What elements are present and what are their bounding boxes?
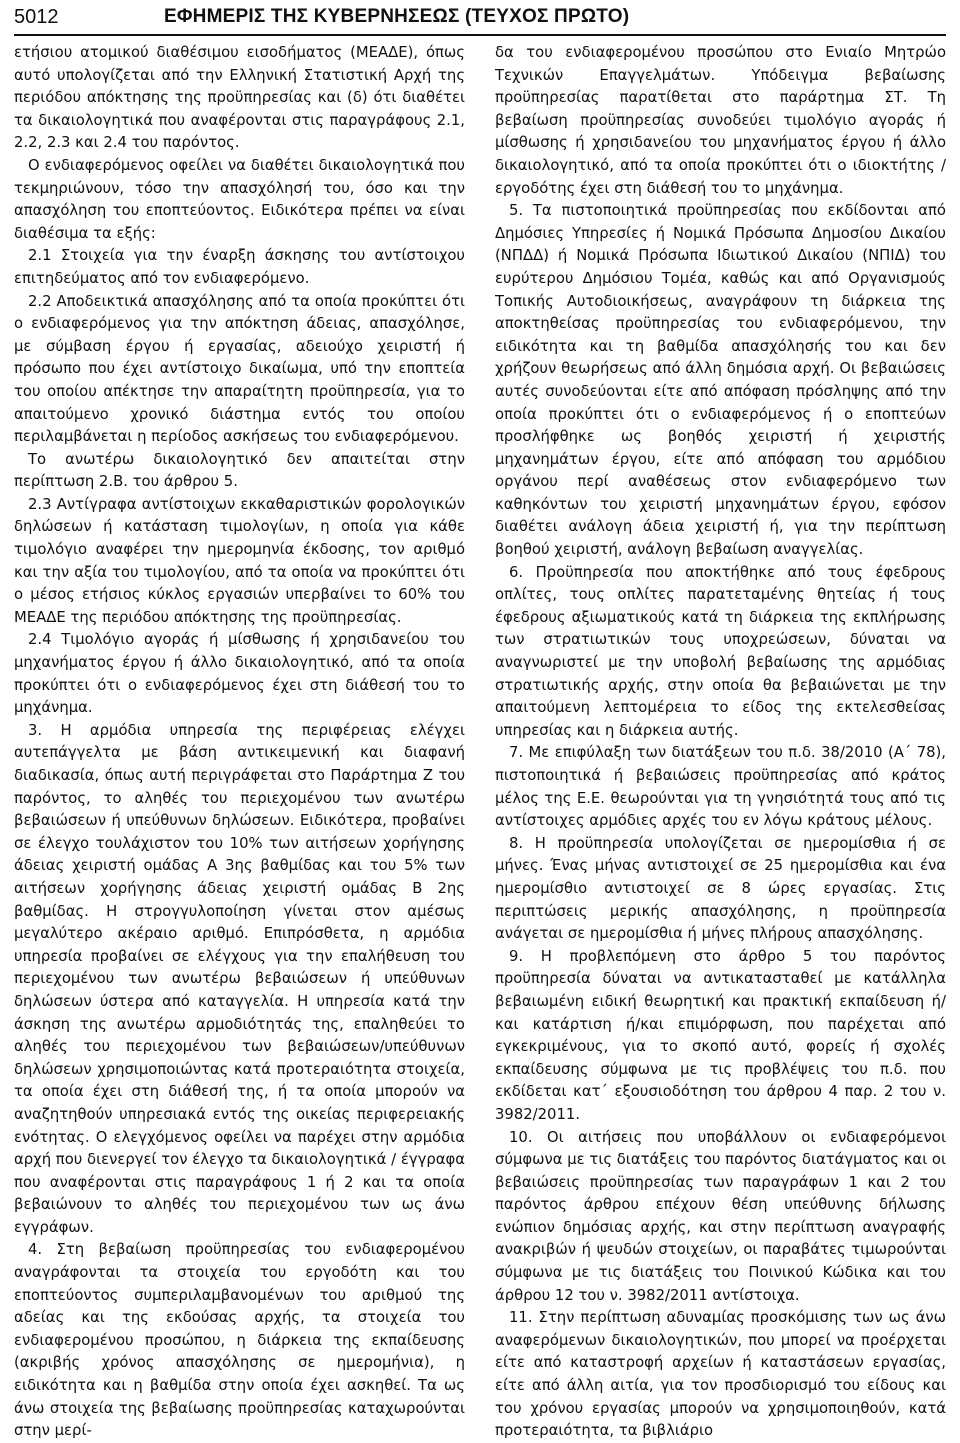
journal-title: ΕΦΗΜΕΡΙΣ ΤΗΣ ΚΥΒΕΡΝΗΣΕΩΣ (ΤΕΥΧΟΣ ΠΡΩΤΟ) xyxy=(164,6,630,27)
page-number: 5012 xyxy=(14,5,59,28)
paragraph: 5. Τα πιστοποιητικά προϋπηρεσίας που εκδίδονται από Δημόσιες Υπηρεσίες ή Νομικά Πρόσωπα Δημοσίου Δικαίου (ΝΠΔΔ) ή Νομικά Πρόσωπα Ιδιωτικού Δικαίου (ΝΠΙΔ) του ευρύτερου Δημόσιου Τομέα, καθώς και από Οργανισμούς Τοπικής Αυτοδιοικήσεως, αναγράφουν τη διάρκεια της αποκτηθείσας προϋπηρεσίας του ενδιαφερόμενου, την ειδικότητα και τη βαθμίδα απασχόλησής του και δεν χρήζουν θεωρήσεως από άλλη δημόσια αρχή. Οι βεβαιώσεις αυτές συνοδεύονται είτε από απόφαση πρόσληψης από την οποία προκύπτει ότι ο ενδιαφερόμενος ή ο εποπτεύων προσλήφθηκε ως βοηθός χειριστή ή χειριστής μηχανημάτων έργου, είτε από απόφαση του αρμόδιου οργάνου περί αναθέσεως στον ενδιαφερόμενο των καθηκόντων του χειριστή μηχανημάτων έργου, εφόσον διαθέτει ανάλογη άδεια χειριστή ή, για την περίπτωση βοηθού χειριστή, ανάλογη βεβαίωση αναγγελίας. xyxy=(495,202,946,559)
paragraph: Ο ενδιαφερόμενος οφείλει να διαθέτει δικαιολογητικά που τεκμηριώνουν, τόσο την απασχόλησή του, όσο και την απασχόληση του εποπτεύοντος. Ειδικότερα πρέπει να είναι διαθέσιμα τα εξής: xyxy=(14,156,465,242)
right-column xyxy=(495,42,946,1443)
paragraph: ετήσιου ατομικού διαθέσιμου εισοδήματος (ΜΕΑΔΕ), όπως αυτό υπολογίζεται από την Ελληνική Στατιστική Αρχή της περιόδου απόκτησης της προϋπηρεσίας και (δ) ότι διαθέτει τα δικαιολογητικά που αναφέρονται στις παραγράφους 2.1, 2.2, 2.3 και 2.4 του παρόντος. xyxy=(14,44,465,152)
paragraph: 7. Με επιφύλαξη των διατάξεων του π.δ. 38/2010 (Α΄ 78), πιστοποιητικά ή βεβαιώσεις προϋπηρεσίας από κράτος μέλος της Ε.Ε. θεωρούνται για τη γνησιότητά τους από τις αντίστοιχες αρμόδιες αρχές του εν λόγω κράτους μέλους. xyxy=(495,744,946,830)
paragraph: Το ανωτέρω δικαιολογητικό δεν απαιτείται στην περίπτωση 2.Β. του άρθρου 5. xyxy=(14,450,465,491)
paragraph: 6. Προϋπηρεσία που αποκτήθηκε από τους έφεδρους οπλίτες, τους οπλίτες παρατεταμένης θητείας ή τους έφεδρους αξιωματικούς κατά τη διάρκεια της εκπλήρωσης των στρατιωτικών τους υποχρεώσεων, δύναται να αναγνωριστεί με την υποβολή βεβαίωσης της αρμόδιας στρατιωτικής αρχής, στην οποία θα βεβαιώνεται με την απαιτούμενη λεπτομέρεια το είδος της εκτελεσθείσας υπηρεσίας και η διάρκεια αυτής. xyxy=(495,563,946,739)
page-header xyxy=(14,0,946,36)
paragraph: 2.4 Τιμολόγιο αγοράς ή μίσθωσης ή χρησιδανείου του μηχανήματος έργου ή άλλο δικαιολογητικό, από τα οποία προκύπτει ότι ο ενδιαφερόμενος έχει στη διάθεσή του το μηχάνημα. xyxy=(14,631,465,717)
left-column xyxy=(14,42,465,1443)
paragraph: 10. Οι αιτήσεις που υποβάλλουν οι ενδιαφερόμενοι σύμφωνα με τις διατάξεις του παρόντος διατάγματος και οι βεβαιώσεις προϋπηρεσίας των παραγράφων 1 και 2 του παρόντος άρθρου επέχουν θέση υπεύθυνης δήλωσης ενώπιον δημόσιας αρχής, και στην περίπτωση αναγραφής ανακριβών ή ψευδών στοιχείων, οι παραβάτες τιμωρούνται σύμφωνα με τις διατάξεις του Ποινικού Κώδικα και του άρθρου 12 του ν. 3982/2011 αντίστοιχα. xyxy=(495,1128,946,1304)
paragraph: 9. Η προβλεπόμενη στο άρθρο 5 του παρόντος προϋπηρεσία δύναται να αντικατασταθεί με κατάλληλα βεβαιωμένη ειδική θεωρητική και πρακτική εκπαίδευση ή/και κατάρτιση ή/και επιμόρφωση, που παρέχεται από εγκεκριμένους, για το σκοπό αυτό, φορείς ή σχολές εκπαίδευσης σύμφωνα με τις προβλέψεις του π.δ. που εκδίδεται κατ΄ εξουσιοδότηση του άρθρου 4 παρ. 2 του ν. 3982/2011. xyxy=(495,947,946,1123)
paragraph: 2.2 Αποδεικτικά απασχόλησης από τα οποία προκύπτει ότι ο ενδιαφερόμενος για την απόκτηση άδειας, απασχόλησε, με σύμβαση έργου ή εργασίας, αδειούχο χειριστή ή πρόσωπο που έχει αντίστοιχο δικαίωμα, υπό την εποπτεία του οποίου απέκτησε την απαραίτητη προϋπηρεσία, για το απαιτούμενο χρονικό διάστημα εντός του οποίου περιλαμβάνεται η περίοδος ασκήσεως του ενδιαφερόμενου. xyxy=(14,292,465,446)
paragraph: 2.3 Αντίγραφα αντίστοιχων εκκαθαριστικών φορολογικών δηλώσεων ή κατάσταση τιμολογίων, η οποία για κάθε τιμολόγιο αναφέρει την ημερομηνία έκδοσης, τον αριθμό και την αξία του τιμολογίου, από τα οποία να προκύπτει ότι ο μέσος ετήσιος κύκλος εργασιών υπερβαίνει το 60% του ΜΕΑΔΕ της περιόδου απόκτησης της προϋπηρεσίας. xyxy=(14,495,465,626)
paragraph: 4. Στη βεβαίωση προϋπηρεσίας του ενδιαφερομένου αναγράφονται τα στοιχεία του εργοδότη και του εποπτεύοντος συμπεριλαμβανομένων του αριθμού της αδείας και της εκδούσας αρχής, τα στοιχεία του ενδιαφερομένου προσώπου, η διάρκεια της εκπαίδευσης (ακριβής χρόνος απασχόλησης σε ημερομήνια), η ειδικότητα και η βαθμίδα στην οποία έχει ασκηθεί. Τα ως άνω στοιχεία της βεβαίωσης προϋπηρεσίας καταχωρούνται στην μερί- xyxy=(14,1241,465,1440)
paragraph: 2.1 Στοιχεία για την έναρξη άσκησης του αντίστοιχου επιτηδεύματος από τον ενδιαφερόμενο. xyxy=(14,247,465,287)
paragraph: 11. Στην περίπτωση αδυναμίας προσκόμισης των ως άνω αναφερόμενων δικαιολογητικών, που μπορεί να προέρχεται είτε από καταστροφή αρχείων ή καταστάσεων εργασίας, είτε από άλλη αιτία, για τον προσδιορισμό του είδους και του χρόνου εργασίας μπορούν να χρησιμοποιηθούν, κατά προτεραιότητα, τα βιβλιάριο xyxy=(495,1309,946,1440)
text-columns xyxy=(14,42,946,1443)
paragraph: 3. Η αρμόδια υπηρεσία της περιφέρειας ελέγχει αυτεπάγγελτα με βάση αντικειμενική και διαφανή διαδικασία, όπως αυτή περιγράφεται στο Παράρτημα Ζ του παρόντος, το αληθές του περιεχομένου των ανωτέρω βεβαιώσεων ή υπεύθυνων δηλώσεων. Ειδικότερα, προβαίνει σε έλεγχο τουλάχιστον του 10% των αιτήσεων χορήγησης άδειας χειριστή ομάδας Α 3ης βαθμίδας και του 5% των αιτήσεων χορήγησης άδειας χειριστή ομάδας Β 2ης βαθμίδας. Η στρογγυλοποίηση γίνεται στον αμέσως μεγαλύτερο ακέραιο αριθμό. Επιπρόσθετα, η αρμόδια υπηρεσία προβαίνει σε ελέγχους για την επαλήθευση του περιεχομένου των ανωτέρω βεβαιώσεων ή υπεύθυνων δηλώσεων ύστερα από καταγγελία. Η υπηρεσία κατά την άσκηση της ανωτέρω αρμοδιότητάς της, επαληθεύει το αληθές του περιεχομένου των βεβαιώσεων/υπεύθυνων δηλώσεων χρησιμοποιώντας κατά προτεραιότητα στοιχεία, τα οποία έχει στη διάθεσή της, ή τα οποία μπορούν να αναζητηθούν υπηρεσιακά εντός της οικείας περιφερειακής ενότητας. Ο ελεγχόμενος οφείλει να παρέχει στην αρμόδια αρχή που διενεργεί τον έλεγχο τα δικαιολογητικά / έγγραφα που αναφέρονται στις παραγράφους 1 ή 2 και τα οποία βεβαιώνουν το αληθές του περιεχομένου των ως άνω εγγράφων. xyxy=(14,721,465,1236)
paragraph: δα του ενδιαφερομένου προσώπου στο Ενιαίο Μητρώο Τεχνικών Επαγγελμάτων. Υπόδειγμα βεβαίωσης προϋπηρεσίας παρατίθεται στο παράρτημα ΣΤ. Τη βεβαίωση προϋπηρεσίας συνοδεύει τιμολόγιο αγοράς ή μίσθωσης ή χρησιδανείου του μηχανήματος έργου ή άλλο δικαιολογητικό, από τα οποία προκύπτει ότι ο ιδιοκτήτης / εργοδότης έχει στη διάθεσή του το μηχάνημα. xyxy=(495,44,946,197)
paragraph: 8. Η προϋπηρεσία υπολογίζεται σε ημερομίσθια ή σε μήνες. Ένας μήνας αντιστοιχεί σε 25 ημερομίσθια και ένα ημερομίσθιο αντιστοιχεί σε 8 ώρες εργασίας. Στις περιπτώσεις μερικής απασχόλησης, η προϋπηρεσία ανάγεται σε ημερομίσθια ή μήνες πλήρους απασχόλησης. xyxy=(495,834,946,943)
